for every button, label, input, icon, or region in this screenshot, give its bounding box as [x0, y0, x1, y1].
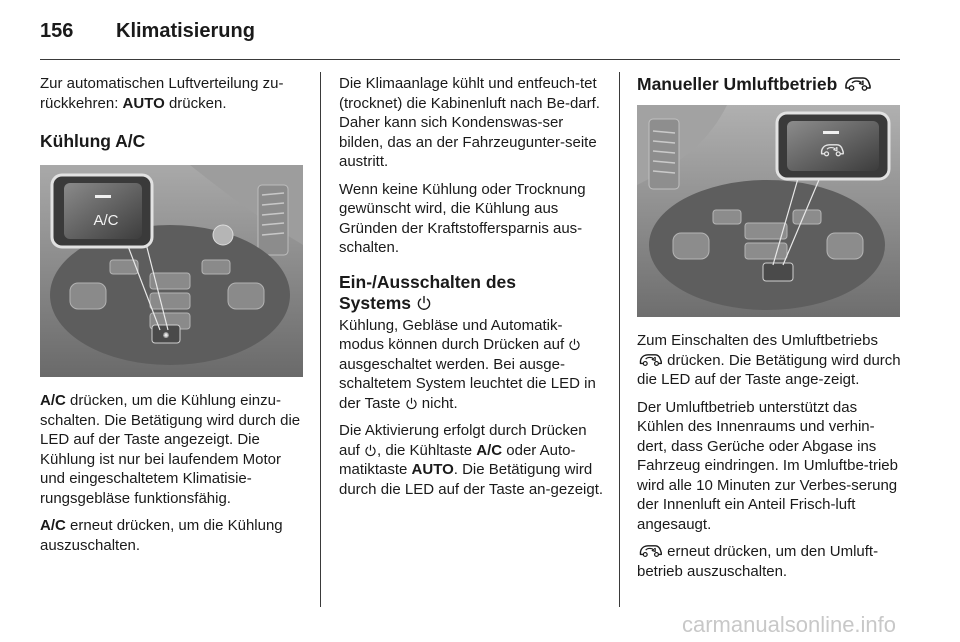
paragraph-recirculation-info: Der Umluftbetrieb unterstützt das Kühlen des Innenraums und verhin-dert, dass Gerüche oder Abgase ins Fahrzeug eindringen. Im Umluftbe-trieb wird alle 10 Minuten zur Verbes-serung der Innenluft ein Anteil Frisch-luft angesaugt. — [637, 398, 898, 533]
paragraph-auto-return: Zur automatischen Luftverteilung zu-rückkehren: AUTO drücken. — [40, 75, 284, 112]
column-1 — [40, 74, 304, 563]
column-divider-1 — [320, 72, 321, 607]
paragraph-recirculation-on: Zum Einschalten des Umluftbetriebs drücken. Die Betätigung wird durch die LED auf der Taste ange-zeigt. — [637, 332, 901, 388]
section-heading-recirculation: Manueller Umluftbetrieb — [637, 74, 901, 95]
ac-panel-photo — [40, 165, 304, 377]
paragraph-recirculation-off: erneut drücken, um den Umluft-betrieb auszuschalten. — [637, 543, 879, 580]
paragraph-ac-off: A/C erneut drücken, um die Kühlung auszuschalten. — [40, 517, 283, 554]
paragraph-system-off: Kühlung, Gebläse und Automatik-modus können durch Drücken auf ausgeschaltet werden. Bei ausge-schaltetem System leuchtet die LED in der Taste nicht. — [339, 316, 596, 412]
recirculation-icon — [637, 353, 663, 367]
ac-panel-illustration — [40, 165, 303, 377]
paragraph-dehumidify: Die Klimaanlage kühlt und entfeuch-tet (trocknet) die Kabinenluft nach Be-darf. Daher kann sich Kondenswas-ser bilden, das an der Fahrzeugunter-seite austritt. — [339, 75, 600, 170]
recirculation-icon — [637, 544, 663, 558]
paragraph-ac-on: A/C drücken, um die Kühlung einzu-schalten. Die Betätigung wird durch die LED auf der Taste angezeigt. Die Kühlung ist nur bei laufendem Motor und eingeschaltetem Klimatisie-rungsgebläse funktionsfähig. — [40, 392, 301, 507]
header-divider — [40, 59, 900, 60]
power-icon — [568, 338, 581, 351]
svg-text:✺: ✺ — [162, 331, 170, 340]
column-divider-2 — [619, 72, 620, 607]
column-3 — [637, 74, 901, 589]
page-title: Klimatisierung — [116, 20, 255, 42]
recirculation-panel-illustration — [637, 105, 900, 317]
recirculation-panel-photo — [637, 105, 901, 317]
power-icon — [364, 444, 377, 457]
ac-button-label: A/C — [93, 212, 119, 229]
section-heading-cooling: Kühlung A/C — [40, 131, 146, 151]
page-number: 156 — [40, 20, 74, 42]
power-icon — [405, 397, 418, 410]
paragraph-fuel-saving: Wenn keine Kühlung oder Trocknung gewünscht wird, die Kühlung aus Gründen der Kraftstoffersparnis aus-schalten. — [339, 180, 586, 256]
power-icon — [416, 295, 432, 311]
column-2 — [339, 74, 605, 507]
watermark: carmanualsonline.info — [682, 612, 897, 637]
recirculation-icon — [842, 76, 872, 92]
section-heading-system-toggle: Ein-/Ausschalten des Systems — [339, 271, 516, 313]
paragraph-system-on: Die Aktivierung erfolgt durch Drücken auf , die Kühltaste A/C oder Auto-matiktaste AUTO. Die Betätigung wird durch die LED auf der Taste an-gezeigt. — [339, 422, 604, 498]
